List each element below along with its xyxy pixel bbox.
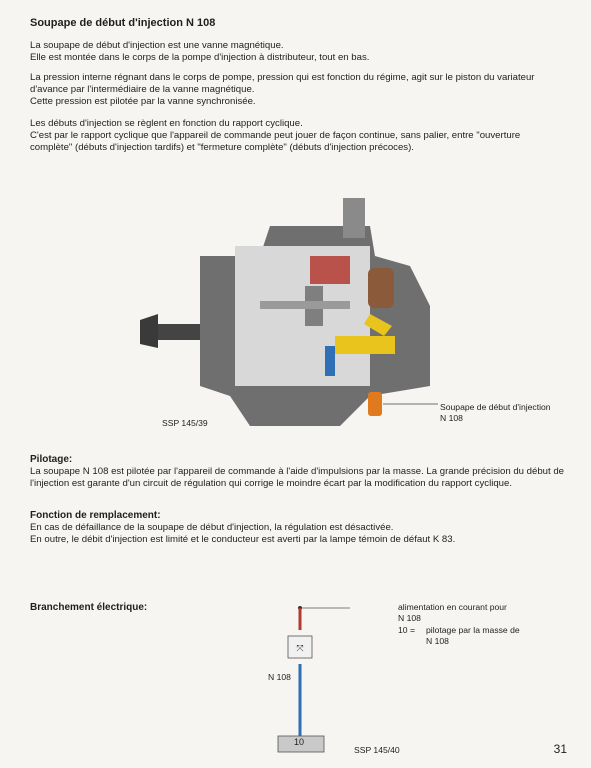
intro-paragraph-3	[30, 118, 565, 154]
paragraph-text: La soupape de début d'injection est une vanne magnétique. Elle est montée dans le corps de la pompe d'injection à distributeur, tout en bas.	[30, 40, 370, 63]
page-number: 31	[553, 742, 567, 756]
injection-pump-illustration	[140, 196, 440, 436]
injection-start-valve	[368, 392, 382, 416]
internal-shaft	[260, 301, 350, 309]
brown-valve	[368, 268, 394, 308]
intro-paragraph-1	[30, 40, 565, 64]
key-number: 10 =	[398, 625, 415, 635]
component-label: N 108	[268, 672, 291, 682]
top-fitting	[343, 198, 365, 238]
key-text: pilotage par la masse de N 108	[426, 625, 520, 646]
remplacement-section	[30, 510, 565, 546]
page-title: Soupape de début d'injection N 108	[30, 17, 216, 29]
blue-channel	[325, 346, 335, 376]
remplacement-text: En cas de défaillance de la soupape de début d'injection, la régulation est désactivée. En outre, le débit d'injection est limité et le conducteur est averti par la lampe témoin de défaut K 83.	[30, 522, 456, 545]
red-component	[310, 256, 350, 284]
supply-note: alimentation en courant pour N 108	[398, 602, 507, 623]
paragraph-text: La pression interne régnant dans le corps de pompe, pression qui est fonction du régime, agit sur le piston du variateur d'avance par l'intermédiaire de la vanne magnétique. Cette pression est pilotée par la vanne synchronisée.	[30, 72, 535, 107]
pilotage-heading: Pilotage:	[30, 454, 73, 465]
yellow-piston	[335, 336, 395, 354]
figure1-ref: SSP 145/39	[162, 418, 208, 428]
intro-paragraph-2	[30, 72, 565, 108]
branchement-heading: Branchement électrique:	[30, 602, 148, 613]
figure1-callout: Soupape de début d'injection N 108	[440, 402, 551, 423]
remplacement-heading: Fonction de remplacement:	[30, 510, 161, 521]
box-label: 10	[294, 737, 305, 747]
paragraph-text: Les débuts d'injection se règlent en fonction du rapport cyclique. C'est par le rapport cyclique que l'appareil de commande peut jouer de façon continue, sans palier, entre "ouverture complète" (débuts d'injection tardifs) et "fermeture complète" (débuts d'injection précoces).	[30, 118, 521, 153]
valve-symbol-glyph: ⤧	[296, 644, 304, 654]
pilotage-text: La soupape N 108 est pilotée par l'appareil de commande à l'aide d'impulsions par la masse. La grande précision du début de l'injection est garante d'un circuit de régulation qui corrige le moindre écart par la modification du rapport cyclique.	[30, 466, 565, 489]
figure2-ref: SSP 145/40	[354, 745, 400, 755]
pilotage-section	[30, 454, 565, 490]
shaft-end	[140, 314, 158, 348]
